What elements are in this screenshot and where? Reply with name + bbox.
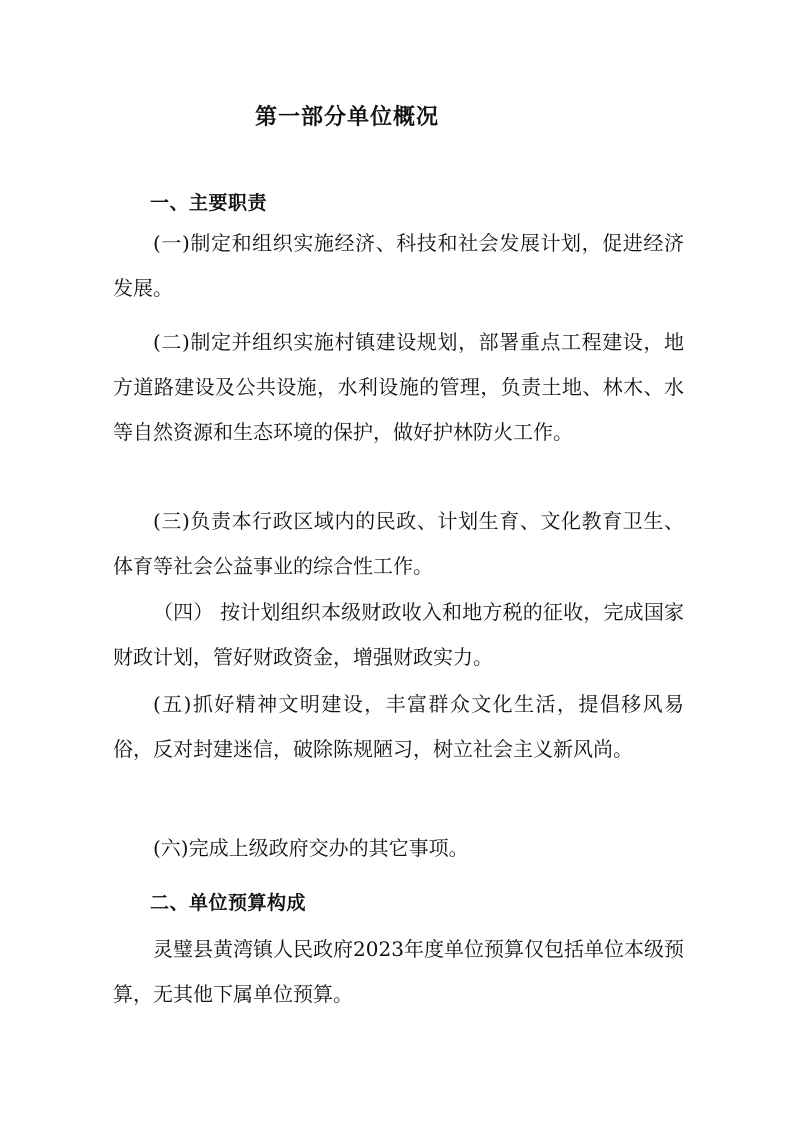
duty-paragraph: (一)制定和组织实施经济、科技和社会发展计划，促进经济发展。 [113, 231, 684, 300]
page-title: 第一部分单位概况 [255, 105, 440, 130]
duty-paragraph: (六)完成上级政府交办的其它事项。 [153, 836, 469, 860]
duty-paragraph: （四） 按计划组织本级财政收入和地方税的征收，完成国家财政计划，管好财政资金，增强财政实力。 [113, 600, 684, 669]
section-heading-main-duties: 一、主要职责 [150, 192, 268, 214]
duty-paragraph: (三)负责本行政区域内的民政、计划生育、文化教育卫生、体育等社会公益事业的综合性工作。 [113, 509, 684, 578]
duty-paragraph: (二)制定并组织实施村镇建设规划，部署重点工程建设，地方道路建设及公共设施，水利设施的管理，负责土地、林木、水等自然资源和生态环境的保护，做好护林防火工作。 [113, 330, 684, 444]
budget-composition-paragraph: 灵璧县黄湾镇人民政府2023年度单位预算仅包括单位本级预算，无其他下属单位预算。 [113, 937, 684, 1006]
duty-paragraph: (五)抓好精神文明建设，丰富群众文化生活，提倡移风易俗，反对封建迷信，破除陈规陋习，树立社会主义新风尚。 [113, 692, 684, 761]
section-heading-budget-composition: 二、单位预算构成 [150, 892, 307, 914]
